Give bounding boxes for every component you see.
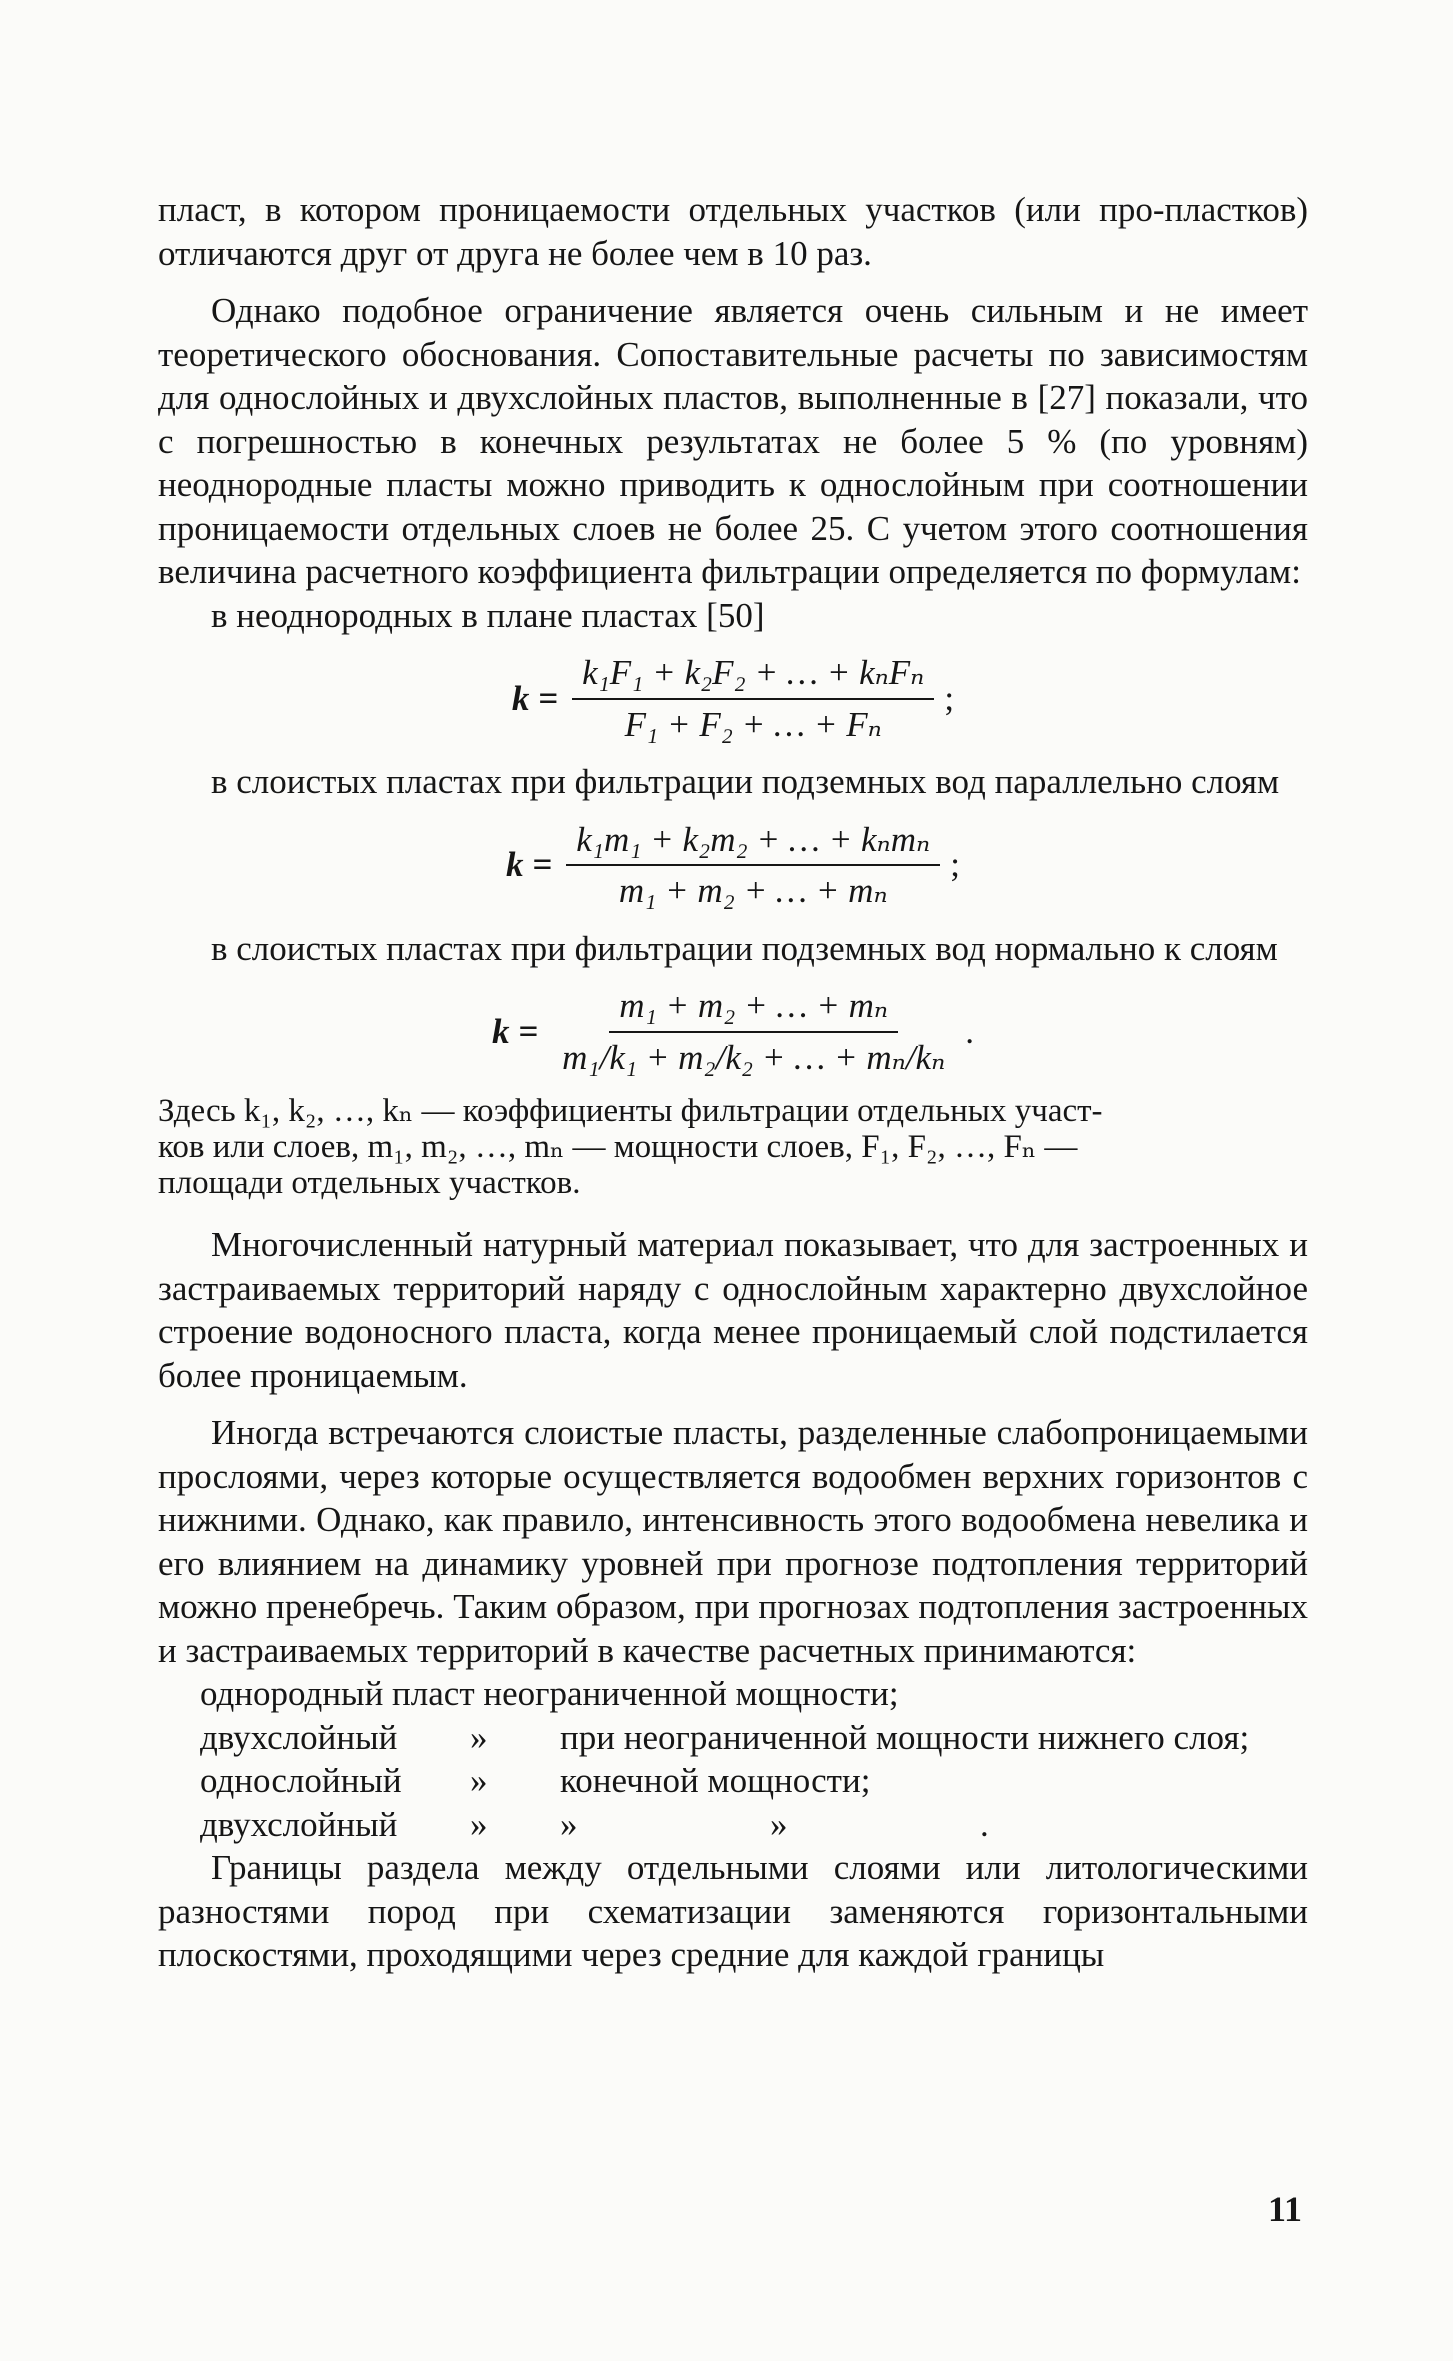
design-scheme-list xyxy=(200,1672,1308,1846)
formula-lhs: k = xyxy=(511,678,559,718)
formula-plan-heterogeneous xyxy=(158,651,1308,746)
list-item xyxy=(200,1803,1308,1847)
paragraph-4: в слоистых пластах при фильтрации подземных вод параллельно слоям xyxy=(211,762,1280,801)
formula-fraction xyxy=(552,984,955,1079)
list-item-type: двухслойный xyxy=(200,1804,398,1844)
list-item xyxy=(200,1759,1308,1803)
ditto-marks xyxy=(560,1803,1308,1847)
formula-numerator: m₁ + m₂ + … + mₙ xyxy=(609,984,898,1033)
paragraph-8: Иногда встречаются слоистые пласты, разделенные слабопроницаемыми прослоями, через которые осуществляется водообмен верхних горизонтов с нижними. Однако, как правило, интенсивность этого водообмена невелика и его влиянием на динамику уровней при прогнозе подтопления территорий можно пренебречь. Таким образом, при прогнозах подтопления застроенных и застраиваемых территорий в качестве расчетных принимаются: xyxy=(158,1413,1308,1670)
notation-line: ков или слоев, m₁, m₂, …, mₙ — мощности слоев, F₁, F₂, …, Fₙ — xyxy=(158,1129,1078,1165)
paragraph-9: Границы раздела между отдельными слоями или литологическими разностями пород при схематизации заменяются горизонтальными плоскостями, проходящими через средние для каждой границы xyxy=(158,1848,1308,1974)
list-item-type: двухслойный xyxy=(200,1717,398,1757)
formula-punctuation: . xyxy=(965,1011,975,1051)
list-item xyxy=(200,1716,1308,1760)
paragraph-3: в неоднородных в плане пластах [50] xyxy=(211,595,765,635)
list-item-text: однородный пласт неограниченной мощности; xyxy=(200,1674,899,1713)
paragraph-1: пласт, в котором проницаемости отдельных участков (или про-пластков) отличаются друг от друга не более чем в 10 раз. xyxy=(158,190,1308,273)
list-item xyxy=(200,1672,1308,1716)
ditto-mark: » xyxy=(560,1804,578,1844)
paragraph-5: в слоистых пластах при фильтрации подземных вод нормально к слоям xyxy=(211,928,1278,968)
notation-line: площади отдельных участков. xyxy=(158,1165,581,1201)
ditto-mark: » xyxy=(770,1804,788,1844)
ditto-mark: » xyxy=(470,1761,488,1800)
paragraph-7: Многочисленный натурный материал показывает, что для застроенных и застраиваемых территорий наряду с однослойным характерно двухслойное строение водоносного пласта, когда менее проницаемый слой подстилается более проницаемым. xyxy=(158,1225,1308,1395)
formula-normal-layers xyxy=(158,984,1308,1079)
formula-numerator: k₁F₁ + k₂F₂ + … + kₙFₙ xyxy=(572,651,934,700)
formula-lhs: k = xyxy=(491,1011,539,1051)
list-item-condition: конечной мощности; xyxy=(560,1761,871,1800)
list-item-condition: при неограниченной мощности нижнего слоя; xyxy=(560,1717,1250,1757)
paragraph-2: Однако подобное ограничение является очень сильным и не имеет теоретического обоснования. Сопоставительные расчеты по зависимостям для однослойных и двухслойных пластов, выполненные в [27] показали, что с погрешностью в конечных результатах не более 5 % (по уровням) неоднородные пласты можно приводить к однослойным при соотношении проницаемости отдельных слоев не более 25. С учетом этого соотношения величина расчетного коэффициента фильтрации определяется по формулам: xyxy=(158,291,1308,591)
ditto-mark: » xyxy=(470,1804,488,1844)
end-period: . xyxy=(980,1804,989,1844)
formula-lhs: k = xyxy=(506,845,553,885)
formula-parallel-layers xyxy=(158,818,1308,913)
notation-explanation xyxy=(158,1093,1308,1201)
formula-denominator: m₁ + m₂ + … + mₙ xyxy=(618,871,888,910)
formula-numerator: k₁m₁ + k₂m₂ + … + kₙmₙ xyxy=(566,818,940,867)
list-item-type: однослойный xyxy=(200,1761,402,1800)
formula-fraction xyxy=(566,818,940,913)
formula-punctuation: ; xyxy=(944,678,955,718)
page-content xyxy=(158,188,1308,1977)
formula-denominator: m₁/k₁ + m₂/k₂ + … + mₙ/kₙ xyxy=(562,1037,946,1077)
formula-punctuation: ; xyxy=(950,845,960,885)
page-number: 11 xyxy=(1268,2189,1303,2229)
formula-fraction xyxy=(572,651,934,746)
formula-denominator: F₁ + F₂ + … + Fₙ xyxy=(624,704,882,744)
ditto-mark: » xyxy=(470,1717,488,1757)
notation-line: Здесь k₁, k₂, …, kₙ — коэффициенты фильтрации отдельных участ- xyxy=(158,1093,1103,1129)
